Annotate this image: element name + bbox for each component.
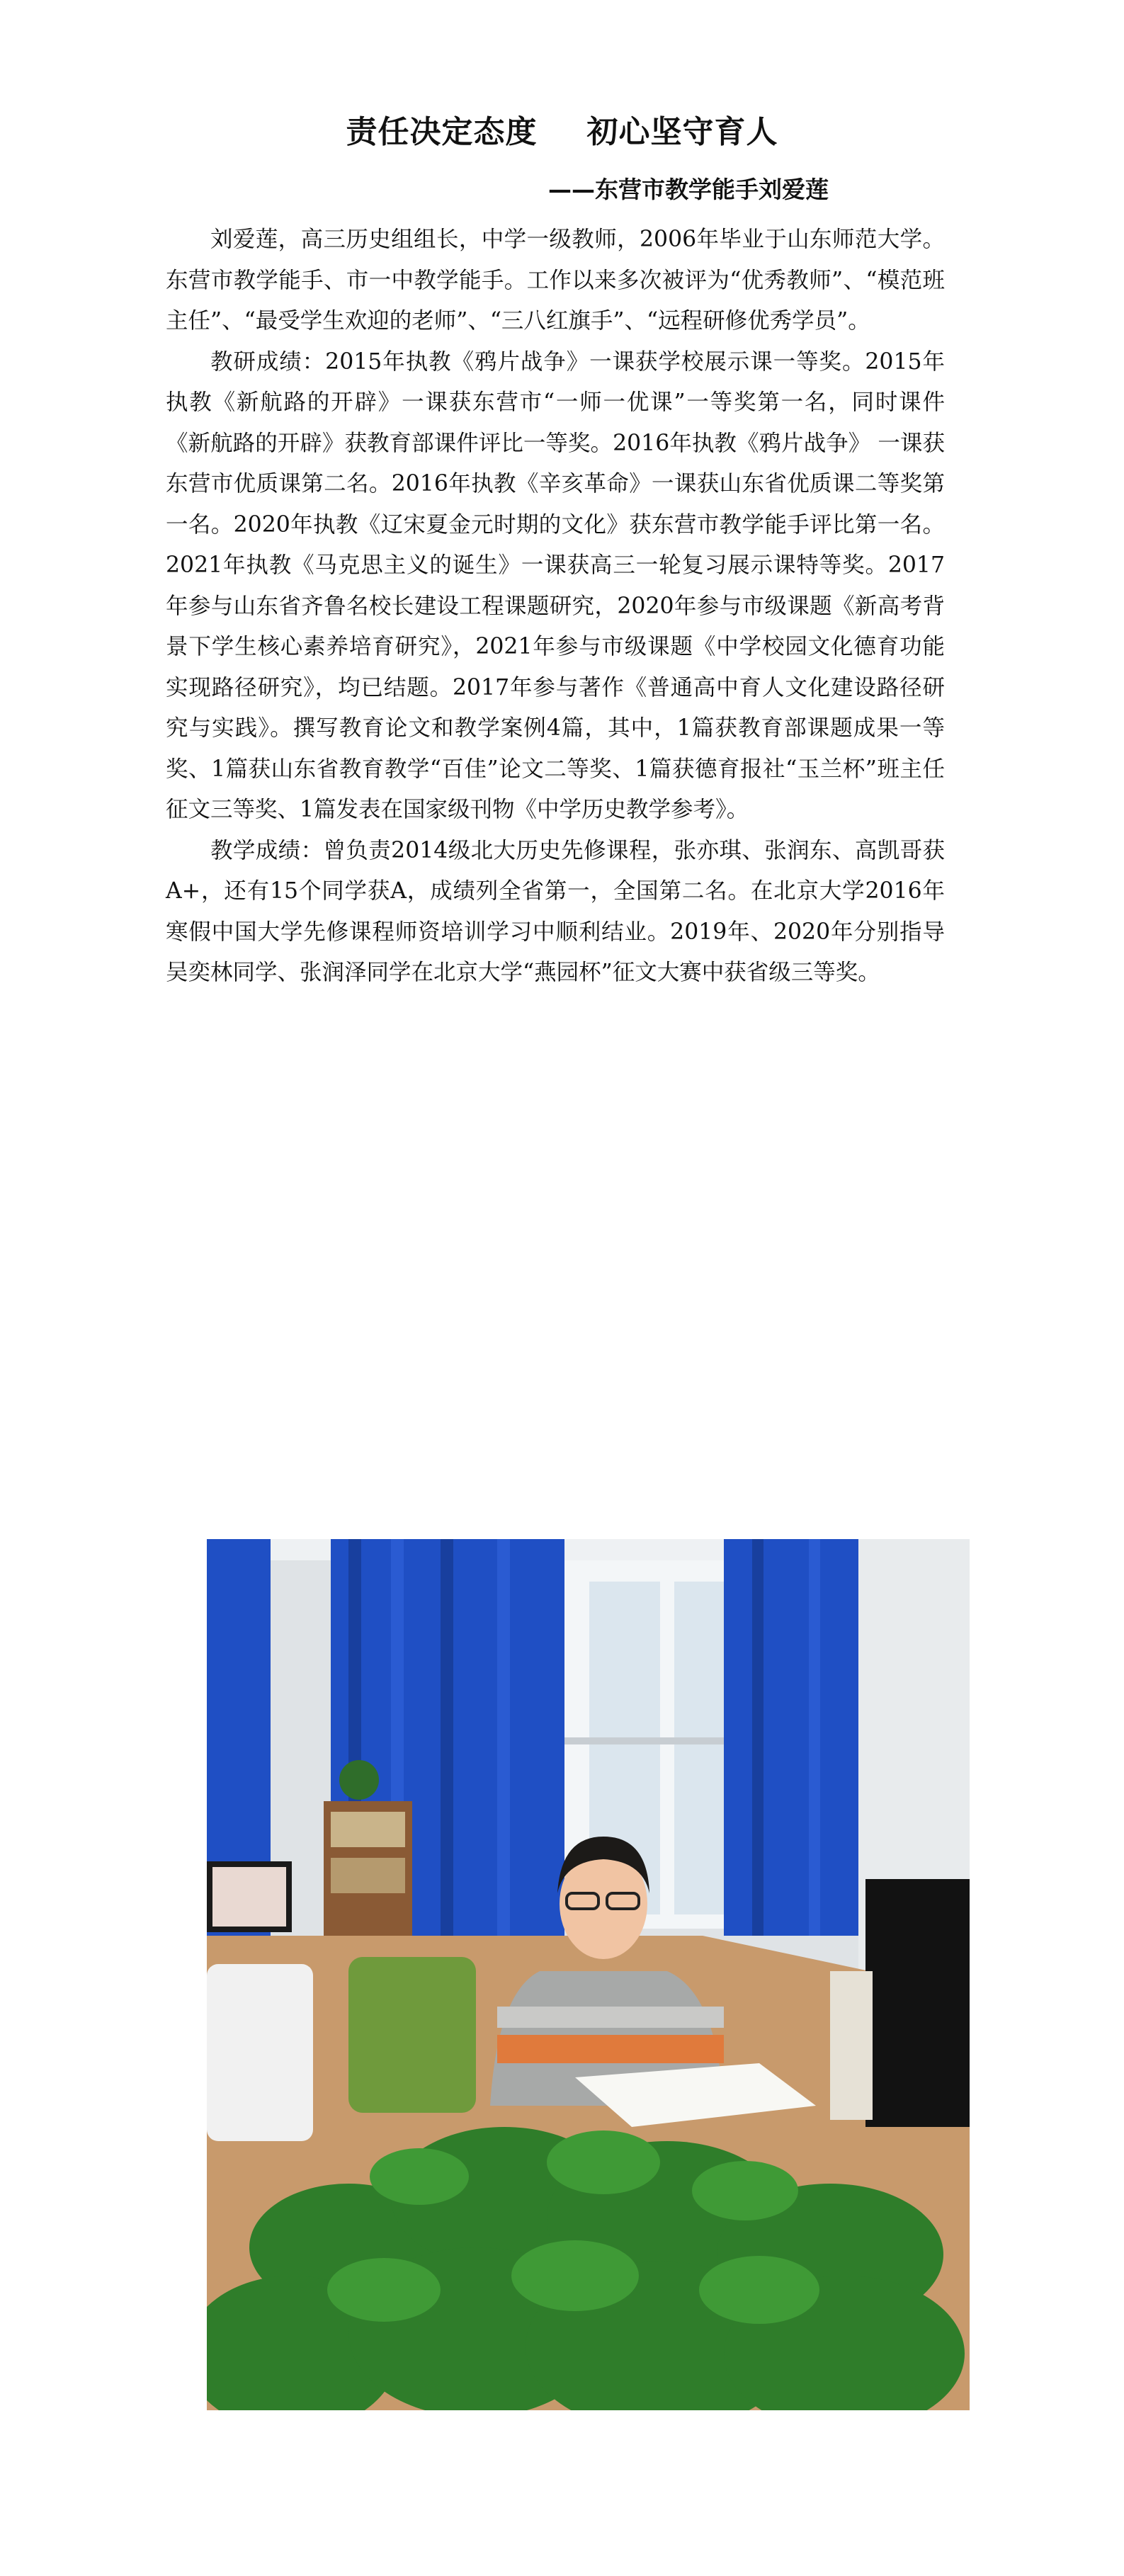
curtain-right [724,1539,858,1936]
paragraph-intro: 刘爱莲，高三历史组组长，中学一级教师，2006年毕业于山东师范大学。东营市教学能手、市一中教学能手。工作以来多次被评为“优秀教师”、“模范班主任”、“最受学生欢迎的老师”、“三八红旗手”、“远程研修优秀学员”。 [166,227,945,334]
article-title [0,106,1124,152]
article-subtitle: ——东营市教学能手刘爱莲 [548,176,829,203]
title-part-2: 初心坚守育人 [586,114,778,150]
article-body [166,220,945,994]
paragraph-teaching: 教学成绩：曾负责2014级北大历史先修课程，张亦琪、张润东、高凯哥获A+，还有15个同学获A，成绩列全省第一，全国第二名。在北京大学2016年寒假中国大学先修课程师资培训学习中顺利结业。2019年、2020年分别指导吴奕林同学、张润泽同学在北京大学“燕园杯”征文大赛中获省级三等奖。 [166,837,945,985]
title-part-1: 责任决定态度 [346,114,538,150]
portrait-photo [207,1539,970,2410]
paragraph-research: 教研成绩：2015年执教《鸦片战争》一课获学校展示课一等奖。2015年执教《新航路的开辟》一课获东营市“一师一优课”一等奖第一名，同时课件《新航路的开辟》获教育部课件评比一等奖。2016年执教《鸦片战争》 一课获东营市优质课第二名。2016年执教《辛亥革命》一课获山东省优质课二等奖第一名。2020年执教《辽宋夏金元时期的文化》获东营市教学能手评比第一名。2021年执教《马克思主义的诞生》一课获高三一轮复习展示课特等奖。2017年参与山东省齐鲁名校长建设工程课题研究，2020年参与市级课题《新高考背景下学生核心素养培育研究》，2021年参与市级课题《中学校园文化德育功能实现路径研究》，均已结题。2017年参与著作《普通高中育人文化建设路径研究与实践》。撰写教育论文和教学案例4篇，其中，1篇获教育部课题成果一等奖、1篇获山东省教育教学“百佳”论文二等奖、1篇获德育报社“玉兰杯”班主任征文三等奖、1篇发表在国家级刊物《中学历史教学参考》。 [166,348,945,822]
